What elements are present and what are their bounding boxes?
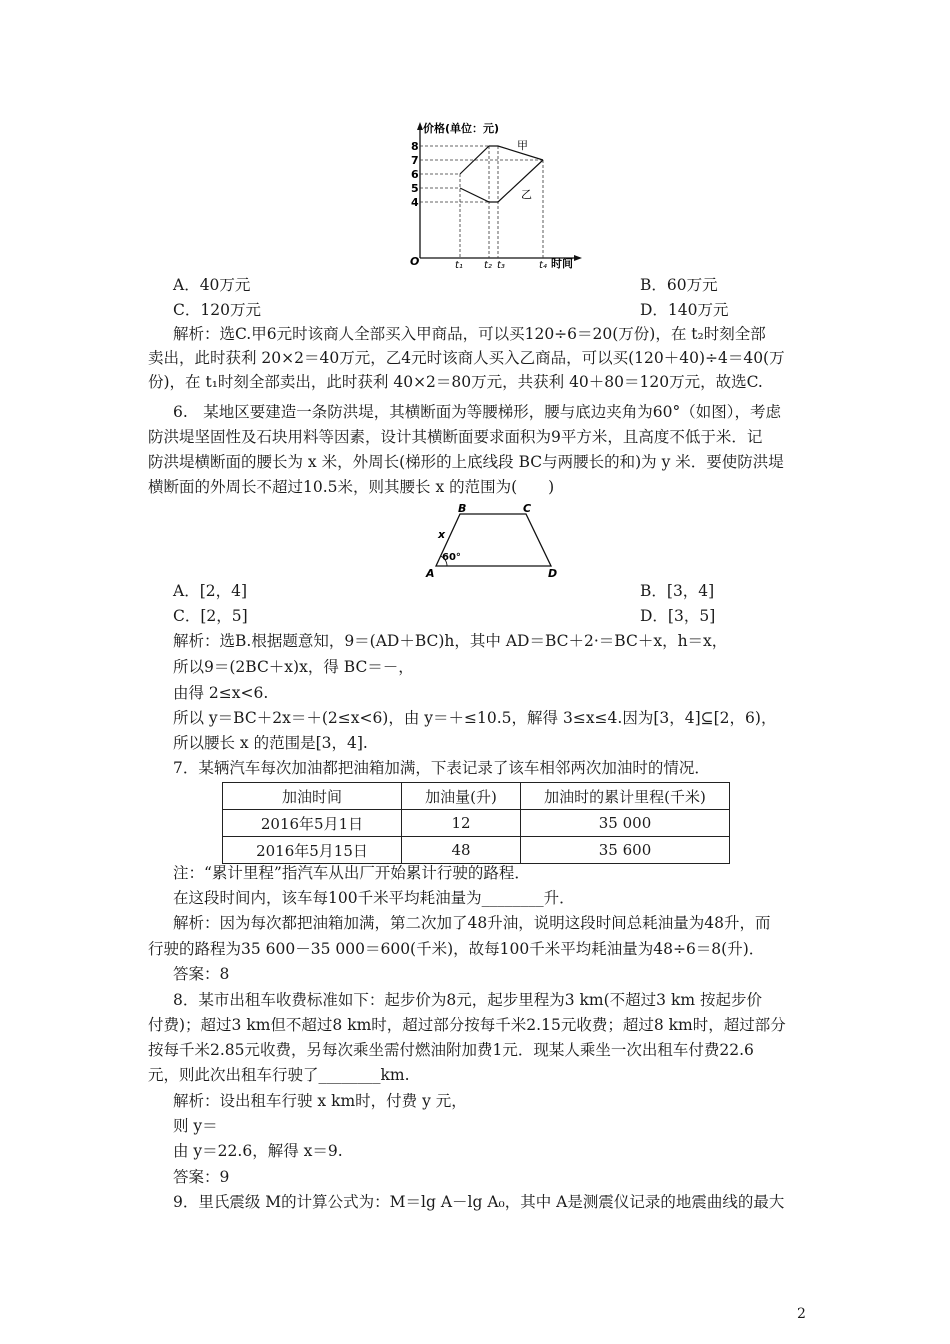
q8-answer: 答案：9 (173, 1168, 230, 1186)
vertex-a: A (426, 567, 435, 580)
table-cell: 48 (402, 837, 521, 864)
table-row (223, 810, 730, 837)
table-cell: 35 600 (521, 837, 730, 864)
q5-analysis-line-3: 份)，在 t₁时刻全部卖出，此时获利 40×2＝80万元，共获利 40＋80＝120万元，故选C. (148, 373, 763, 391)
q9-stem: 9．里氏震级 M的计算公式为：M＝lg A－lg A₀，其中 A是测震仪记录的地震曲线的最大 (173, 1193, 785, 1211)
x-tick-t1: t₁ (455, 260, 463, 270)
table-header-row (223, 783, 730, 810)
table-header-cell: 加油时间 (223, 783, 402, 810)
x-tick-t2: t₂ (484, 260, 492, 270)
q8-analysis-line-1: 解析：设出租车行驶 x km时，付费 y 元， (173, 1092, 467, 1110)
q6-analysis-line-4: 所以 y＝BC＋2x＝＋(2≤x<6)，由 y＝＋≤10.5，解得 3≤x≤4.因为[3，4]⊆[2，6)， (173, 709, 777, 727)
q8-analysis-line-2: 则 y＝ (173, 1117, 218, 1135)
table-row (223, 837, 730, 864)
q5-analysis-line-2: 卖出，此时获利 20×2＝40万元，乙4元时该商人买入乙商品，可以买(120＋40)÷4＝40(万 (148, 349, 785, 367)
y-axis-title: 价格(单位：元) (423, 122, 500, 135)
table-cell: 2016年5月1日 (223, 810, 402, 837)
y-tick-4: 4 (411, 196, 419, 209)
q8-stem-line-2: 付费)；超过3 km但不超过8 km时，超过部分按每千米2.15元收费；超过8 km时，超过部分 (148, 1016, 786, 1034)
q8-analysis-line-3: 由 y＝22.6，解得 x＝9. (173, 1142, 343, 1160)
angle-label: 60° (442, 552, 461, 563)
y-tick-8: 8 (411, 140, 419, 153)
q6-stem-line-1: 6. 某地区要建造一条防洪堤，其横断面为等腰梯形，腰与底边夹角为60°（如图），考虑 (173, 403, 782, 421)
q8-stem-line-1: 8．某市出租车收费标准如下：起步价为8元，起步里程为3 km(不超过3 km 按起步价 (173, 991, 762, 1009)
q6-option-b: B．[3，4] (640, 582, 715, 600)
q5-option-d: D．140万元 (640, 301, 729, 319)
vertex-b: B (458, 502, 467, 515)
y-tick-7: 7 (411, 154, 419, 167)
trapezoid-figure (420, 500, 570, 580)
q5-option-b: B．60万元 (640, 276, 718, 294)
q6-analysis-line-3: 由得 2≤x<6. (173, 684, 269, 702)
q6-stem-line-3: 防洪堤横断面的腰长为 x 米，外周长(梯形的上底线段 BC与两腰长的和)为 y 米．要使防洪堤 (148, 453, 784, 471)
y-tick-6: 6 (411, 168, 419, 181)
x-tick-t3: t₃ (497, 260, 505, 270)
page-number: 2 (797, 1306, 806, 1322)
table-cell: 12 (402, 810, 521, 837)
q7-analysis-line-1: 解析：因为每次都把油箱加满，第二次加了48升油，说明这段时间总耗油量为48升，而 (173, 914, 771, 932)
origin-label: O (410, 255, 420, 268)
q7-answer: 答案：8 (173, 965, 230, 983)
table-header-cell: 加油时的累计里程(千米) (521, 783, 730, 810)
table-cell: 2016年5月15日 (223, 837, 402, 864)
series-jia-label: 甲 (517, 139, 528, 152)
x-axis-title: 时间 (551, 257, 573, 270)
x-tick-t4: t₄ (539, 260, 547, 270)
q6-analysis-line-1: 解析：选B.根据题意知，9＝(AD＋BC)h，其中 AD＝BC＋2·＝BC＋x，h＝x， (173, 632, 728, 650)
y-tick-5: 5 (411, 182, 419, 195)
q6-analysis-line-5: 所以腰长 x 的范围是[3，4]. (173, 734, 368, 752)
q7-question: 在这段时间内，该车每100千米平均耗油量为________升． (173, 889, 575, 907)
q6-stem-line-2: 防洪堤坚固性及石块用料等因素，设计其横断面要求面积为9平方米，且高度不低于米．记 (148, 428, 763, 446)
q7-stem: 7．某辆汽车每次加油都把油箱加满，下表记录了该车相邻两次加油时的情况． (173, 759, 710, 777)
q8-stem-line-3: 按每千米2.85元收费，另每次乘坐需付燃油附加费1元．现某人乘坐一次出租车付费22.6 (148, 1041, 754, 1059)
q5-option-a: A．40万元 (173, 276, 251, 294)
series-yi-label: 乙 (521, 188, 532, 201)
q6-option-d: D．[3，5] (640, 607, 716, 625)
q7-note: 注：“累计里程”指汽车从出厂开始累计行驶的路程． (173, 864, 530, 882)
q6-analysis-line-2: 所以9＝(2BC＋x)x，得 BC＝－， (173, 658, 414, 676)
vertex-d: D (548, 567, 558, 580)
table-header-cell: 加油量(升) (402, 783, 521, 810)
q7-analysis-line-2: 行驶的路程为35 600－35 000＝600(千米)，故每100千米平均耗油量为48÷6＝8(升)． (148, 940, 765, 958)
fuel-record-table (222, 782, 730, 864)
q6-option-a: A．[2，4] (173, 582, 248, 600)
vertex-c: C (523, 502, 532, 515)
q5-analysis-line-1: 解析：选C.甲6元时该商人全部买入甲商品，可以买120÷6＝20(万份)，在 t₂时刻全部 (173, 325, 766, 343)
table-cell: 35 000 (521, 810, 730, 837)
q5-option-c: C．120万元 (173, 301, 261, 319)
side-x-label: x (438, 528, 446, 541)
q6-option-c: C．[2，5] (173, 607, 248, 625)
price-time-graph (400, 118, 590, 270)
q8-stem-line-4: 元，则此次出租车行驶了________km. (148, 1066, 410, 1084)
q6-stem-line-4: 横断面的外周长不超过10.5米，则其腰长 x 的范围为( ) (148, 478, 555, 496)
